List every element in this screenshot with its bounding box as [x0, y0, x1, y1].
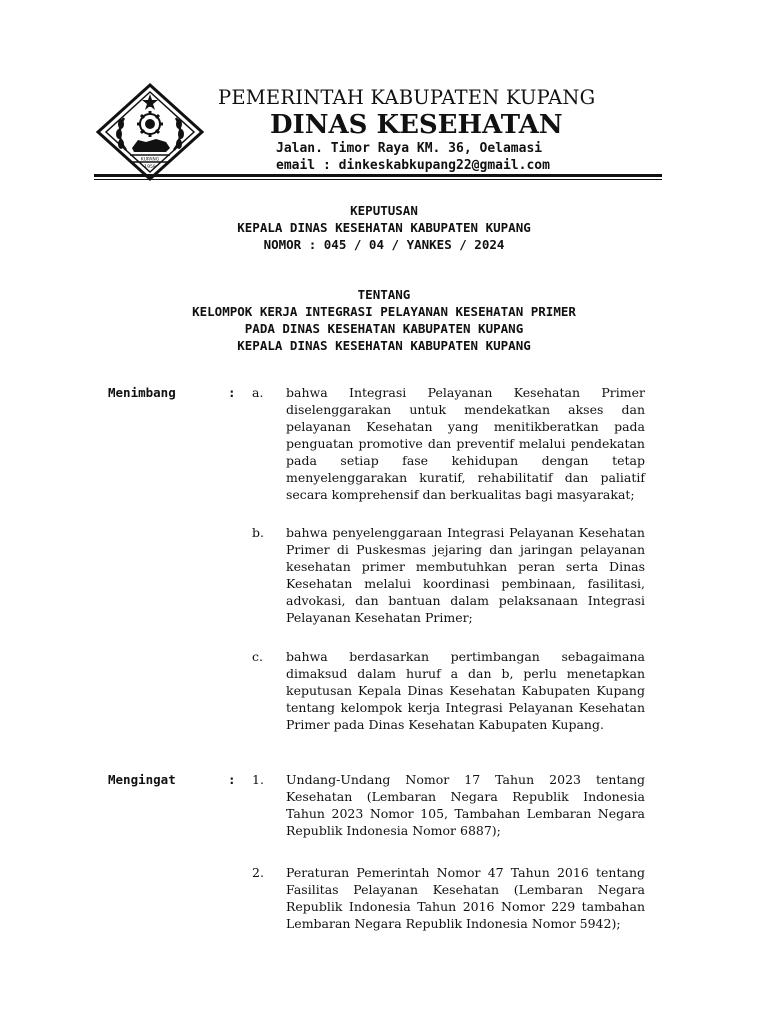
government-name: PEMERINTAH KABUPATEN KUPANG: [218, 86, 596, 109]
list-item-text: bahwa Integrasi Pelayanan Kesehatan Primer diselenggarakan untuk mendekatkan akses dan pelayanan Kesehatan yang menitikberatkan pada penguatan promotive dan preventif melalui pendekatan pada setiap fase kehidupan dengan tetap menyelenggarakan kuratif, rehabilitatif dan paliatif secara komprehensif dan berkualitas bagi masyarakat;: [286, 385, 645, 502]
decree-issuer: KEPALA DINAS KESEHATAN KABUPATEN KUPANG: [237, 220, 531, 235]
mengingat-label: Mengingat: [108, 772, 176, 787]
menimbang-label: Menimbang: [108, 385, 176, 400]
letterhead-rule-thin: [94, 179, 662, 180]
agency-address: Jalan. Timor Raya KM. 36, Oelamasi: [276, 141, 543, 156]
letterhead-rule-thick: [94, 174, 662, 177]
svg-text:1958: 1958: [144, 165, 156, 170]
mengingat-colon: :: [228, 772, 236, 787]
decree-title: KEPUTUSAN: [350, 203, 418, 218]
subject-line-1: KELOMPOK KERJA INTEGRASI PELAYANAN KESEHATAN PRIMER: [192, 304, 576, 319]
decree-subject: [100, 286, 668, 354]
decree-heading: [100, 202, 668, 253]
subject-heading: TENTANG: [357, 287, 411, 302]
list-marker: c.: [252, 649, 263, 664]
list-item-text: bahwa penyelenggaraan Integrasi Pelayanan Kesehatan Primer di Puskesmas jejaring dan jaringan pelayanan kesehatan primer membutuhkan peran serta Dinas Kesehatan melalui koordinasi pembinaan, fasilitasi, advokasi, dan bantuan dalam pelaksanaan Integrasi Pelayanan Kesehatan Primer;: [286, 525, 645, 625]
agency-email: email : dinkeskabkupang22@gmail.com: [276, 158, 550, 173]
menimbang-colon: :: [228, 385, 236, 400]
list-marker: 2.: [252, 865, 264, 880]
list-marker: a.: [252, 385, 264, 400]
agency-name: DINAS KESEHATAN: [270, 110, 563, 140]
list-item-text: Undang-Undang Nomor 17 Tahun 2023 tentang Kesehatan (Lembaran Negara Republik Indonesia Tahun 2023 Nomor 105, Tambahan Lembaran Negara Republik Indonesia Nomor 6887);: [286, 772, 645, 838]
svg-text:KUPANG: KUPANG: [140, 157, 160, 163]
subject-line-3: KEPALA DINAS KESEHATAN KABUPATEN KUPANG: [237, 338, 531, 353]
list-item-text: bahwa berdasarkan pertimbangan sebagaimana dimaksud dalam huruf a dan b, perlu menetapkan keputusan Kepala Dinas Kesehatan Kabupaten Kupang tentang kelompok kerja Integrasi Pelayanan Kesehatan Primer pada Dinas Kesehatan Kabupaten Kupang.: [286, 649, 645, 732]
letterhead-text: [218, 86, 658, 174]
list-item-text: Peraturan Pemerintah Nomor 47 Tahun 2016 tentang Fasilitas Pelayanan Kesehatan (Lembaran Negara Republik Indonesia Tahun 2016 Nomor 229 tambahan Lembaran Negara Republik Indonesia Nomor 5942);: [286, 865, 645, 931]
list-marker: 1.: [252, 772, 264, 787]
list-marker: b.: [252, 525, 264, 540]
subject-line-2: PADA DINAS KESEHATAN KABUPATEN KUPANG: [244, 321, 524, 336]
kupang-regency-seal-icon: [94, 82, 206, 182]
decree-number: NOMOR : 045 / 04 / YANKES / 2024: [263, 237, 505, 252]
letterhead: [94, 82, 662, 178]
